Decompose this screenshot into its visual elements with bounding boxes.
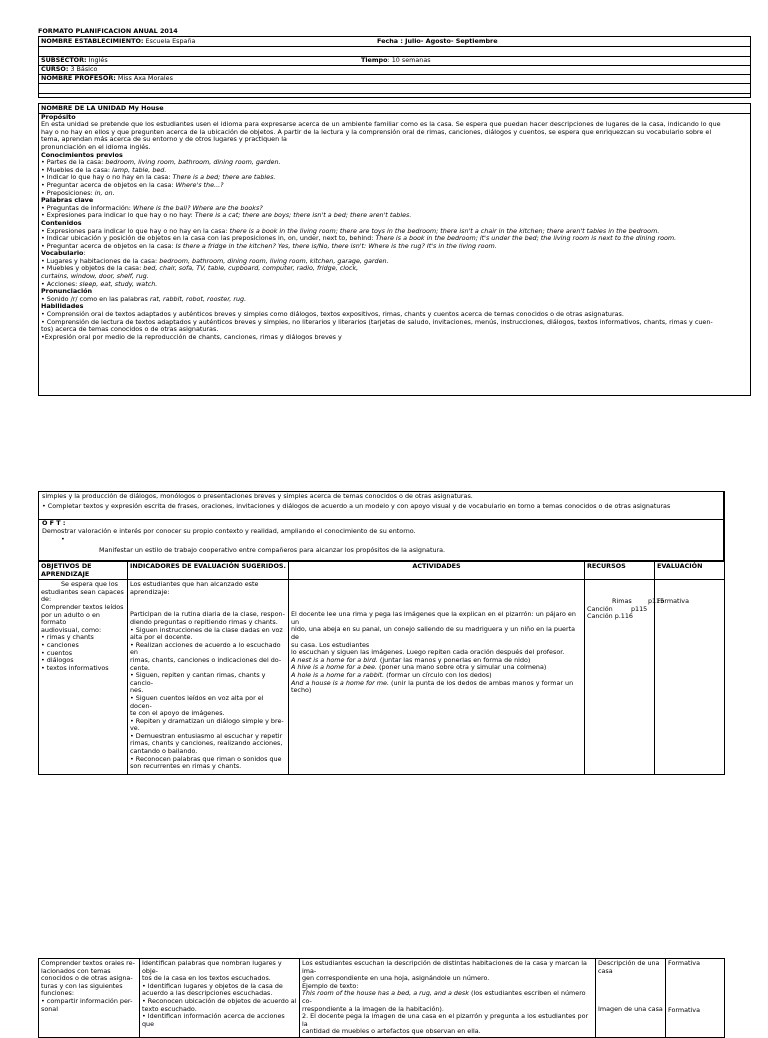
- curso-value: 3 Básico: [68, 65, 98, 73]
- header-table: [38, 36, 751, 98]
- header-actividades: ACTIVIDADES: [289, 562, 585, 580]
- fecha-value: Julio- Agosto- Septiembre: [405, 37, 498, 45]
- habilidades-heading: Habilidades: [41, 302, 84, 311]
- oft-line-1: Demostrar valoración e interés por conocer su propio contexto y realidad, ampliando el conocimiento de su entorno.: [42, 527, 416, 535]
- indicadores-cell: Los estudiantes que han alcanzado este aprendizaje: Participan de la rutina diaria de la clase, respon- diendo preguntas o repitiendo rimas y chants. • Siguen instrucciones de la clase dadas en voz alta por el docente. • Realizan acciones de acuerdo a lo escuchado en rimas, chants, canciones o indicaciones del do- cente. • Siguen, repiten y cantan rimas, chants y cancio- nes. • Siguen cuentos leídos en voz alta por el docen- te con el apoyo de imágenes. • Repiten y dramatizan un diálogo simple y bre- ve. • Demuestran entusiasmo al escuchar y repetir rimas, chants y canciones, realizando acciones, cantando o bailando. • Reconocen palabras que riman o sonidos que son recurrentes en rimas y chants.: [128, 580, 289, 775]
- contenidos-heading: Contenidos: [41, 218, 82, 227]
- conocimiento-item: • Preguntar acerca de objetos en la casa: Where's the...?: [41, 180, 224, 189]
- continuation-box: [38, 491, 724, 561]
- habilidad-line: tos) acerca de temas conocidos o de otras asignaturas.: [41, 325, 219, 334]
- document-title: FORMATO PLANIFICACION ANUAL 2014: [38, 27, 178, 35]
- profesor-value: Miss Axa Morales: [115, 74, 173, 82]
- oft-heading: O F T :: [42, 519, 66, 527]
- proposito-line: pronunciación en el idioma inglés.: [41, 142, 151, 151]
- t2-actividades-cell: Los estudiantes escuchan la descripción de distintas habitaciones de la casa y marcan la ima- gen correspondiente en una hoja, asignándole un número. Ejemplo de texto: This room of the house has a bed, a rug, and a desk (los estudiantes escriben el número co- rrespondiente a la imagen de la habitación). 2. El docente pega la imagen de una casa en el pizarrón y pregunta a los estudiantes por la cantidad de muebles o artefactos que observan en ella.: [300, 959, 596, 1038]
- conocimiento-item: • Indicar lo que hay o no hay en la casa: There is a bed; there are tables.: [41, 173, 276, 182]
- tiempo-label: Tiempo: [361, 56, 388, 64]
- habilidad-line: •Expresión oral por medio de la reproducción de chants, canciones, rimas y diálogos breves y: [41, 332, 342, 341]
- unit-title: NOMBRE DE LA UNIDAD My House: [41, 104, 164, 112]
- vocabulario-item: • Lugares y habitaciones de la casa: bedroom, bathroom, dining room, living room, kitchen, garage, garden.: [41, 256, 389, 265]
- vocabulario-item: curtains, window, door, shelf, rug.: [41, 272, 149, 281]
- curso-label: CURSO:: [41, 65, 69, 73]
- vocabulario-item: • Acciones: sleep, eat, study, watch.: [41, 279, 158, 288]
- header-empty-row-2: [39, 83, 750, 94]
- oft-line-2: Manifestar un estilo de trabajo cooperativo entre compañeros para alcanzar los propósitos de la asignatura.: [99, 546, 446, 554]
- subsector-label: SUBSECTOR:: [41, 56, 87, 64]
- conocimientos-heading: Conocimientos previos: [41, 150, 123, 159]
- proposito-heading: Propósito: [41, 112, 76, 121]
- habilidad-line: • Comprensión oral de textos adaptados y auténticos breves y simples como diálogos, textos expositivos, rimas, chants y cuentos acerca de temas conocidos o de otras asignaturas.: [41, 310, 624, 319]
- tiempo-value: : 10 semanas: [387, 56, 431, 64]
- proposito-line: tema, aprendan más acerca de su entorno y de otros lugares y practiquen la: [41, 135, 287, 144]
- pronunciacion-heading: Pronunciación: [41, 287, 93, 296]
- continuation-line-1: simples y la producción de diálogos, monólogos o presentaciones breves y simples acerca de temas conocidos o de otras asignaturas.: [42, 492, 473, 500]
- contenido-item: • Indicar ubicación y posición de objetos en la casa con las preposiciones in, on, under, next to, behind: There is a book in the bedroom; it's under the bed; the living room is next to the dining room.: [41, 234, 677, 243]
- t2-objetivos-cell: Comprender textos orales re- lacionados con temas conocidos o de otras asigna- turas y con las siguientes funciones: • compartir información per- sonal: [39, 959, 140, 1038]
- header-recursos: RECURSOS: [585, 562, 655, 580]
- subsector-value: Inglés: [86, 56, 108, 64]
- vocabulario-item: • Muebles y objetos de la casa: bed, chair, sofa, TV, table, cupboard, computer, radio, fridge, clock,: [41, 264, 359, 273]
- header-indicadores: INDICADORES DE EVALUACIÓN SUGERIDOS.: [128, 562, 289, 580]
- evaluacion-cell: Formativa: [655, 580, 725, 775]
- header-objetivos: OBJETIVOS DE APRENDIZAJE: [39, 562, 128, 580]
- t2-evaluacion-cell: Formativa Formativa: [666, 959, 725, 1038]
- habilidad-line: • Comprensión de lectura de textos adaptados y auténticos breves y simples, no literarios y literarios (tarjetas de saludo, invitaciones, menús, instrucciones, diálogos, textos informativos, chants, rimas y cuen-: [41, 317, 713, 326]
- palabras-heading: Palabras clave: [41, 196, 94, 205]
- establecimiento-label: NOMBRE ESTABLECIMIENTO:: [41, 37, 144, 45]
- unit-content: [41, 105, 747, 341]
- contenido-item: • Preguntar acerca de objetos en la casa: Is there a fridge in the kitchen? Yes, there is/No, there isn't: Where is the rug? It's in the living room.: [41, 241, 497, 250]
- establecimiento-value: Escuela España: [143, 37, 196, 45]
- conocimiento-item: • Muebles de la casa: lamp, table, bed.: [41, 165, 167, 174]
- fecha-label: Fecha :: [377, 37, 406, 45]
- header-evaluacion: EVALUACIÓN: [655, 562, 725, 580]
- proposito-line: hay o no hay en ellos y que pregunten acerca de la ubicación de objetos. A partir de la lectura y la comprensión oral de rimas, canciones, diálogos y cuentos, se espera que enriquezcan su vocabulario sobre el: [41, 127, 712, 136]
- planning-table-1: [38, 561, 725, 775]
- continuation-line-2: • Completar textos y expresión escrita de frases, oraciones, invitaciones y diálogos de acuerdo a un modelo y con apoyo visual y de vocabulario en torno a temas conocidos o de otras asignaturas: [42, 502, 671, 510]
- palabra-item: • Preguntas de información: Where is the ball? Where are the books?: [41, 203, 263, 212]
- proposito-line: En esta unidad se pretende que los estudiantes usen el idioma para expresarse acerca de un ambiente familiar como es la casa. Se espera que puedan hacer descripciones de lugares de la casa, indicando lo que: [41, 120, 721, 129]
- unit-box: [38, 103, 751, 396]
- palabra-item: • Expresiones para indicar lo que hay o no hay: There is a cat; there are boys; there isn't a bed; there aren't tables.: [41, 211, 412, 220]
- vocabulario-heading-row: Vocabulario:: [41, 249, 86, 258]
- objetivos-cell: Se espera que los estudiantes sean capaces de: Comprender textos leídos por un adulto o en formato audiovisual, como: • rimas y chants • canciones • cuentos • diálogos • textos informativos: [39, 580, 128, 775]
- vocabulario-heading: Vocabulario: [41, 249, 84, 258]
- t2-recursos-cell: Descripción de una casa Imagen de una casa: [596, 959, 666, 1038]
- pronunciacion-item: • Sonido /r/ como en las palabras rat, rabbit, robot, rooster, rug.: [41, 294, 247, 303]
- oft-bullet: •: [61, 535, 65, 543]
- recursos-cell: Rimas p115 Canción p115 Canción p.116: [585, 580, 655, 775]
- planning-table-2: [38, 958, 725, 1038]
- actividades-cell: El docente lee una rima y pega las imágenes que la explican en el pizarrón: un pájaro en un nido, una abeja en su panal, un conejo saliendo de su madriguera y un niño en la puerta de su casa. Los estudiantes lo escuchan y siguen las imágenes. Luego repiten cada oración después del profesor. A nest is a home for a bird. (juntar las manos y ponerlas en forma de nido) A hive is a home for a bee. (poner una mano sobre otra y simular una colmena) A hole is a home for a rabbit. (formar un círculo con los dedos) And a house is a home for me. (unir la punta de los dedos de ambas manos y formar un techo): [289, 580, 585, 775]
- conocimiento-item: • Partes de la casa: bedroom, living room, bathroom, dining room, garden.: [41, 158, 281, 167]
- contenido-item: • Expresiones para indicar lo que hay o no hay en la casa: there is a book in the living room; there are toys in the bedroom; there isn't a chair in the kitchen; there aren't tables in the bedroom.: [41, 226, 660, 235]
- profesor-label: NOMBRE PROFESOR:: [41, 74, 116, 82]
- t2-indicadores-cell: Identifican palabras que nombran lugares y obje- tos de la casa en los textos escuchados. • Identifican lugares y objetos de la casa de acuerdo a las descripciones escuchadas. • Reconocen ubicación de objetos de acuerdo al texto escuchado. • Identifican información acerca de acciones que: [140, 959, 300, 1038]
- conocimiento-item: • Preposiciones: in, on.: [41, 188, 115, 197]
